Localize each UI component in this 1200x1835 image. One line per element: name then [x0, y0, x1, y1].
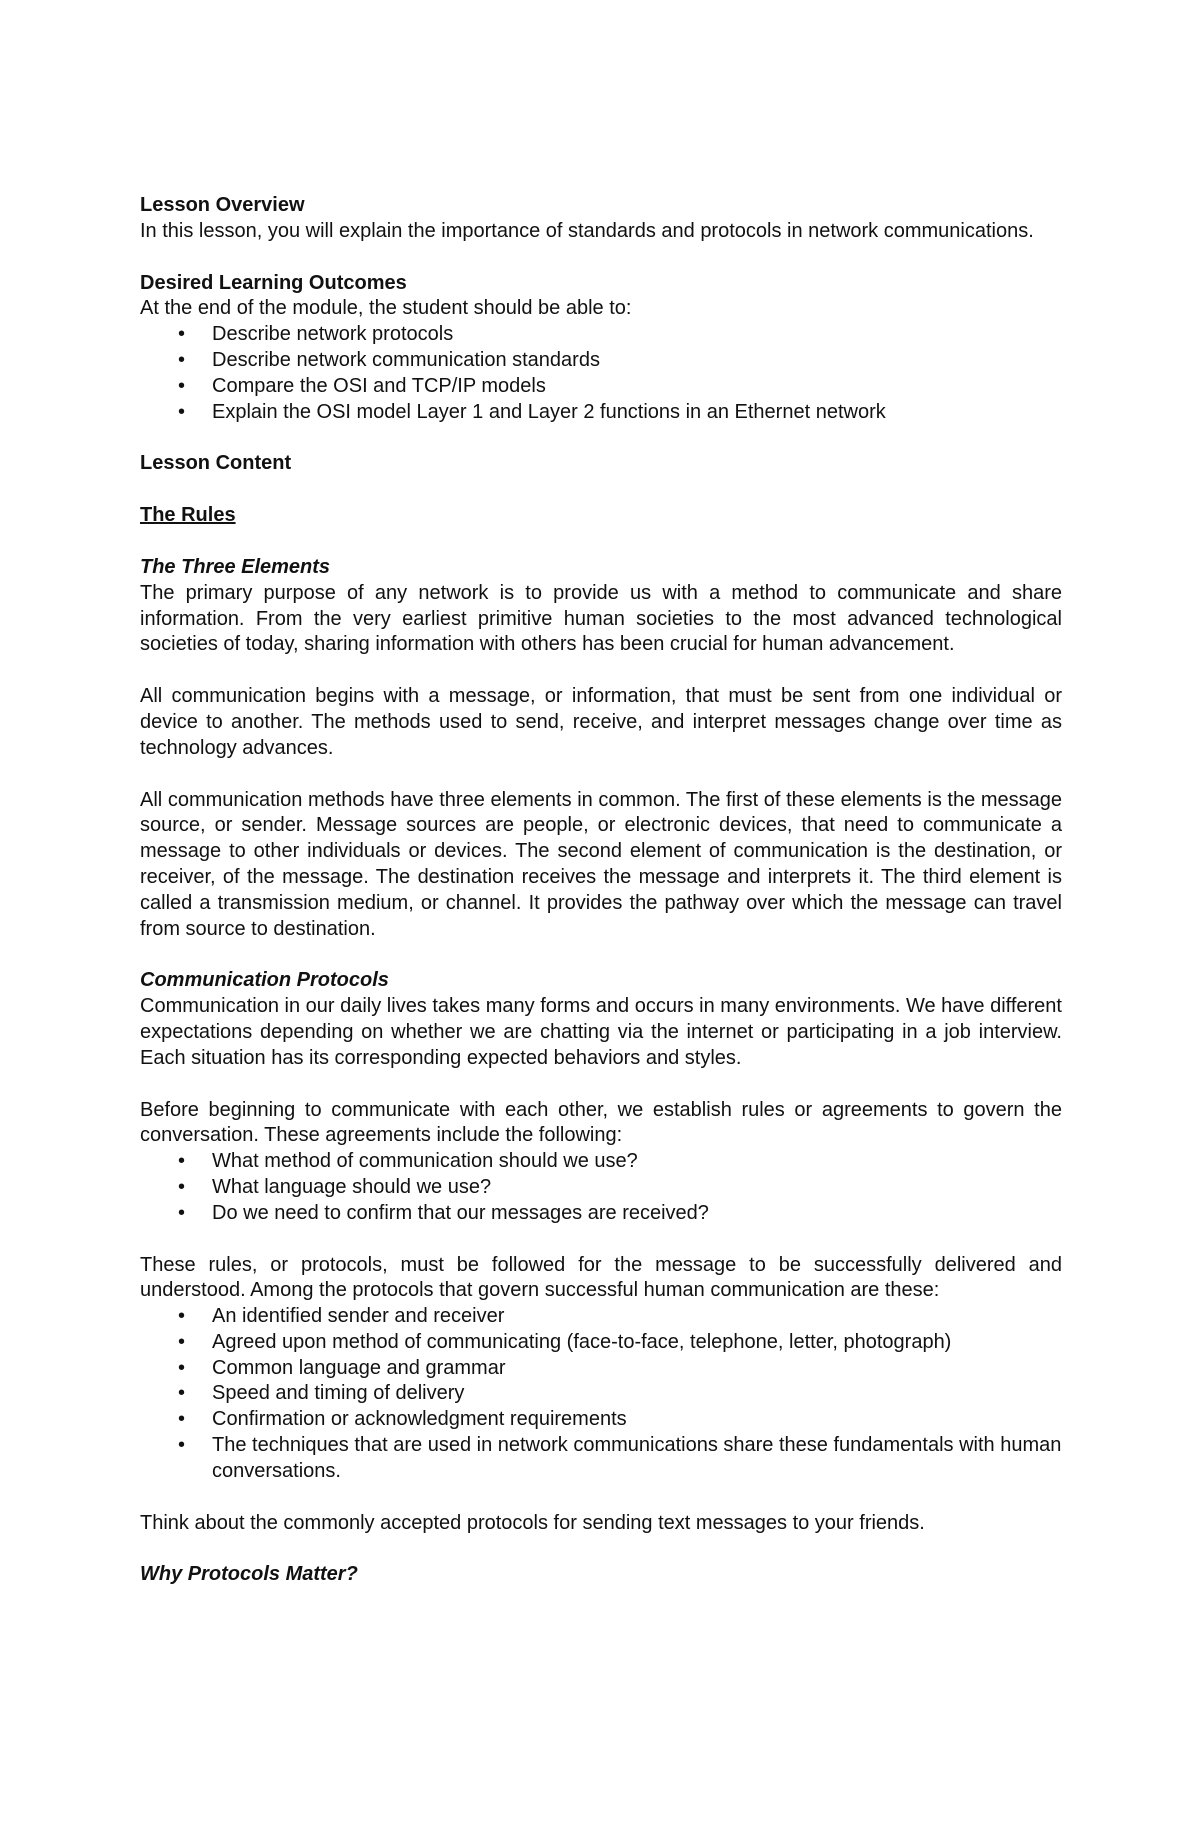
list-item: • Confirmation or acknowledgment requirements [140, 1407, 1062, 1433]
three-elements-heading: The Three Elements [140, 555, 331, 578]
protocols-paragraph-1: Communication in our daily lives takes many forms and occurs in many environments. We have different expectations depending on whether we are chatting via the internet or participating in a job interview. Each situation has its corresponding expected behaviors and styles. [140, 995, 1062, 1069]
bullet-icon: • [178, 1201, 186, 1224]
list-item: • Explain the OSI model Layer 1 and Layer 2 functions in an Ethernet network [140, 400, 1062, 426]
list-item: • What method of communication should we use? [140, 1149, 1062, 1175]
three-elements-paragraph-1: The primary purpose of any network is to provide us with a method to communicate and share information. From the very earliest primitive human societies to the most advanced technological societies of today, sharing information with others has been crucial for human advancement. [140, 581, 1062, 656]
bullet-icon: • [178, 1150, 186, 1173]
list-item: • Compare the OSI and TCP/IP models [140, 374, 1062, 400]
why-protocols-matter-heading: Why Protocols Matter? [140, 1563, 358, 1586]
list-item: • Describe network communication standards [140, 348, 1062, 374]
list-item: • Speed and timing of delivery [140, 1381, 1062, 1407]
protocols-paragraph-3: These rules, or protocols, must be followed for the message to be successfully delivered and understood. Among the protocols that govern successful human communication are these: [140, 1253, 1062, 1302]
agreements-list [140, 1149, 1062, 1226]
list-item: • What language should we use? [140, 1175, 1062, 1201]
list-item: • Do we need to confirm that our messages are received? [140, 1201, 1062, 1227]
the-rules-heading: The Rules [140, 504, 236, 527]
bullet-icon: • [178, 1382, 186, 1405]
list-item: • Common language and grammar [140, 1356, 1062, 1382]
bullet-icon: • [178, 1330, 186, 1353]
lesson-overview-text: In this lesson, you will explain the importance of standards and protocols in network communications. [140, 219, 1034, 242]
protocols-paragraph-4: Think about the commonly accepted protocols for sending text messages to your friends. [140, 1511, 925, 1534]
lesson-content-heading: Lesson Content [140, 452, 292, 475]
outcomes-heading: Desired Learning Outcomes [140, 271, 407, 294]
bullet-icon: • [178, 1356, 186, 1379]
list-item: • The techniques that are used in network communications share these fundamentals with human conversations. [178, 1434, 1062, 1482]
bullet-icon: • [178, 1434, 186, 1457]
protocols-paragraph-2: Before beginning to communicate with each other, we establish rules or agreements to govern the conversation. These agreements include the following: [140, 1098, 1062, 1147]
bullet-icon: • [178, 1305, 186, 1328]
list-item: • An identified sender and receiver [140, 1304, 1062, 1330]
outcomes-list [140, 322, 1062, 425]
communication-protocols-heading: Communication Protocols [140, 969, 389, 992]
bullet-icon: • [178, 348, 186, 371]
protocols-list [140, 1304, 1062, 1485]
three-elements-paragraph-3: All communication methods have three elements in common. The first of these elements is the message source, or sender. Message sources are people, or electronic devices, that need to communicate a message to other individuals or devices. The second element of communication is the destination, or receiver, of the message. The destination receives the message and interprets it. The third element is called a transmission medium, or channel. It provides the pathway over which the message can travel from source to destination. [140, 788, 1062, 940]
bullet-icon: • [178, 1408, 186, 1431]
outcomes-intro: At the end of the module, the student should be able to: [140, 297, 632, 320]
document-page [140, 193, 1062, 1588]
bullet-icon: • [178, 400, 186, 423]
bullet-icon: • [178, 374, 186, 397]
three-elements-paragraph-2: All communication begins with a message, or information, that must be sent from one individual or device to another. The methods used to send, receive, and interpret messages change over time as technology advances. [140, 685, 1062, 759]
list-item: • Describe network protocols [140, 322, 1062, 348]
bullet-icon: • [178, 323, 186, 346]
bullet-icon: • [178, 1175, 186, 1198]
list-item: • Agreed upon method of communicating (face-to-face, telephone, letter, photograph) [140, 1330, 1062, 1356]
lesson-overview-heading: Lesson Overview [140, 194, 305, 216]
